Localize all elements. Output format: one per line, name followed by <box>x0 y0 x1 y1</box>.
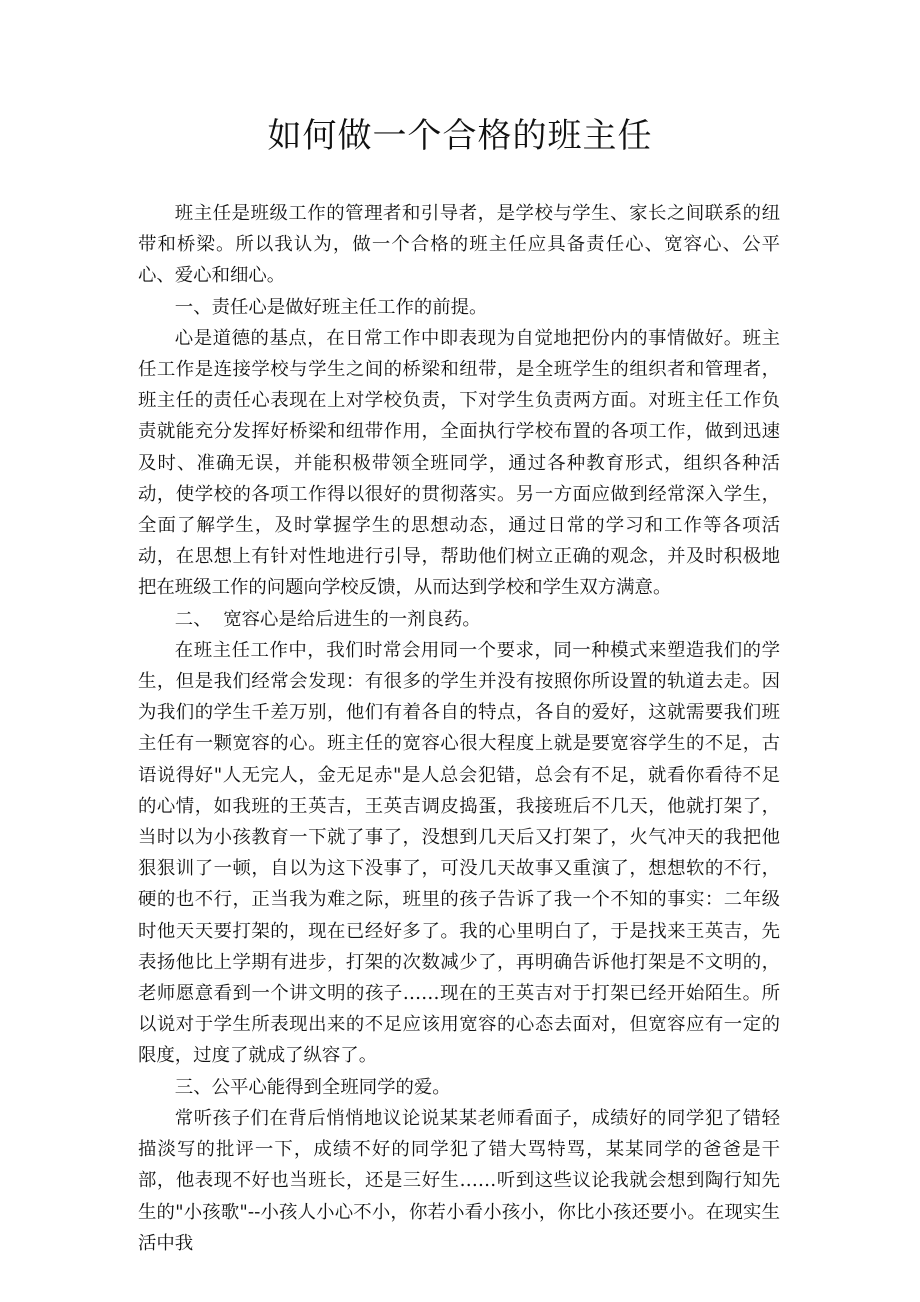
paragraph-tolerance: 在班主任工作中，我们时常会用同一个要求，同一种模式来塑造我们的学生，但是我们经常会发现：有很多的学生并没有按照你所设置的轨道去走。因为我们的学生千差万别，他们有着各自的特点，各自的爱好，这就需要我们班主任有一颗宽容的心。班主任的宽容心很大程度上就是要宽容学生的不足，古语说得好"人无完人，金无足赤"是人总会犯错，总会有不足，就看你看待不足的心情，如我班的王英吉，王英吉调皮捣蛋，我接班后不几天，他就打架了，当时以为小孩教育一下就了事了，没想到几天后又打架了，火气冲天的我把他狠狠训了一顿，自以为这下没事了，可没几天故事又重演了，想想软的不行，硬的也不行，正当我为难之际，班里的孩子告诉了我一个不知的事实：二年级时他天天要打架的，现在已经好多了。我的心里明白了，于是找来王英吉，先表扬他比上学期有进步，打架的次数减少了，再明确告诉他打架是不文明的，老师愿意看到一个讲文明的孩子……现在的王英吉对于打架已经开始陌生。所以说对于学生所表现出来的不足应该用宽容的心态去面对，但宽容应有一定的限度，过度了就成了纵容了。 <box>138 639 780 1067</box>
document-title: 如何做一个合格的班主任 <box>267 116 653 156</box>
paragraph-fairness: 常听孩子们在背后悄悄地议论说某某老师看面子，成绩好的同学犯了错轻描淡写的批评一下，成绩不好的同学犯了错大骂特骂，某某同学的爸爸是干部，他表现不好也当班长，还是三好生……听到这些议论我就会想到陶行知先生的"小孩歌"--小孩人小心不小，你若小看小孩小，你比小孩还要小。在现实生活中我 <box>138 1107 780 1254</box>
section-heading-1: 一、责任心是做好班主任工作的前提。 <box>174 296 488 318</box>
paragraph-responsibility: 心是道德的基点，在日常工作中即表现为自觉地把份内的事情做好。班主任工作是连接学校与学生之间的桥梁和纽带，是全班学生的组织者和管理者，班主任的责任心表现在上对学校负责，下对学生负责两方面。对班主任工作负责就能充分发挥好桥梁和纽带作用，全面执行学校布置的各项工作，做到迅速及时、准确无误，并能积极带领全班同学，通过各种教育形式，组织各种活动，使学校的各项工作得以很好的贯彻落实。另一方面应做到经常深入学生，全面了解学生，及时掌握学生的思想动态，通过日常的学习和工作等各项活动，在思想上有针对性地进行引导，帮助他们树立正确的观念，并及时积极地把在班级工作的问题向学校反馈，从而达到学校和学生双方满意。 <box>138 327 780 599</box>
section-heading-2: 二、 宽容心是给后进生的一剂良药。 <box>174 608 481 630</box>
paragraph-intro: 班主任是班级工作的管理者和引导者，是学校与学生、家长之间联系的纽带和桥梁。所以我认为，做一个合格的班主任应具备责任心、宽容心、公平心、爱心和细心。 <box>138 203 780 287</box>
section-heading-3: 三、公平心能得到全班同学的爱。 <box>174 1076 451 1098</box>
document-body <box>138 198 780 1259</box>
